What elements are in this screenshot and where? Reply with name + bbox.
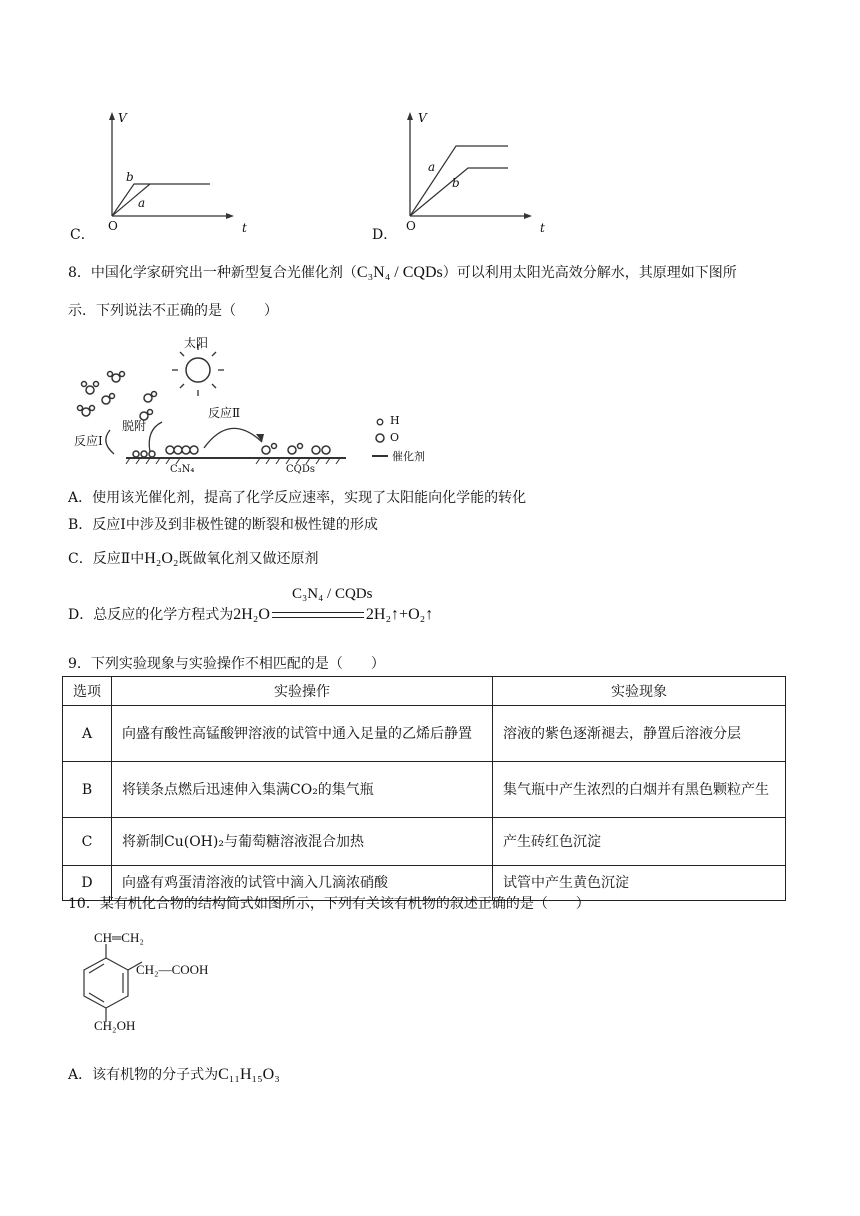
figure-legend-o: O	[390, 431, 400, 444]
organic-structure-figure	[76, 926, 246, 1066]
equation-right: 2H₂↑+O₂↑	[365, 606, 434, 623]
row-result: 试管中产生黄色沉淀	[493, 866, 786, 901]
equation-condition: C₃N₄ / CQDs	[292, 586, 373, 602]
graph-c-x-label: t	[242, 221, 247, 235]
row-result: 溶液的紫色逐渐褪去，静置后溶液分层	[493, 706, 786, 762]
row-option: C	[63, 818, 112, 866]
graph-d-option: D．	[372, 227, 398, 243]
row-result: 集气瓶中产生浓烈的白烟并有黑色颗粒产生	[493, 762, 786, 818]
table-row	[63, 706, 786, 762]
graph-d-y-label: V	[418, 111, 427, 125]
legend-h-icon	[377, 419, 383, 425]
figure-cqds-label: CQDs	[286, 464, 315, 475]
row-operation: 向盛有酸性高锰酸钾溶液的试管中通入足量的乙烯后静置	[112, 706, 493, 762]
graph-c-y-label: V	[118, 111, 127, 125]
q8-stem-line2: 示．下列说法不正确的是（ ）	[68, 303, 278, 319]
structure-bottom-group: CH₂OH	[94, 1018, 136, 1033]
graph-c-curve-b-label: b	[126, 170, 134, 184]
graph-d-curve-b-label: b	[452, 176, 460, 190]
figure-legend-catalyst: 催化剂	[392, 450, 425, 463]
experiment-table	[62, 676, 786, 901]
row-operation: 将镁条点燃后迅速伸入集满CO₂的集气瓶	[112, 762, 493, 818]
graph-d-curve-a-label: a	[428, 160, 436, 174]
sun-icon	[172, 344, 224, 396]
q8-option-d: D．总反应的化学方程式为2H₂O 2H₂↑+O₂↑	[68, 606, 434, 623]
row-operation: 将新制Cu(OH)₂与葡萄糖溶液混合加热	[112, 818, 493, 866]
graph-c	[100, 108, 240, 236]
structure-top-group: CH═CH₂	[94, 930, 144, 945]
figure-legend-h: H	[390, 414, 400, 427]
row-result: 产生砖红色沉淀	[493, 818, 786, 866]
table-row	[63, 762, 786, 818]
col-result-header: 实验现象	[493, 677, 786, 706]
row-option: B	[63, 762, 112, 818]
graph-c-option: C．	[70, 227, 95, 243]
graph-c-curve-a-label: a	[138, 196, 146, 210]
table-row	[63, 818, 786, 866]
col-option-header: 选项	[63, 677, 112, 706]
row-option: A	[63, 706, 112, 762]
figure-reaction2-label: 反应Ⅱ	[208, 406, 241, 420]
col-operation-header: 实验操作	[112, 677, 493, 706]
graph-d-origin: O	[406, 219, 416, 233]
q8-stem-line1: 8．中国化学家研究出一种新型复合光催化剂（C₃N₄ / CQDs）可以利用太阳光高效分解水，其原理如下图所	[68, 264, 737, 281]
equation-left: 2H₂O	[233, 606, 270, 623]
h2o2-formula: H₂O₂	[144, 550, 179, 567]
row-option: D	[63, 866, 112, 901]
figure-c3n4-label: C₃N₄	[170, 464, 195, 475]
q8-option-b: B．反应Ⅰ中涉及到非极性键的断裂和极性键的形成	[68, 517, 378, 533]
figure-sun-label: 太阳	[184, 336, 209, 350]
q8-option-c: C．反应Ⅱ中H₂O₂既做氧化剂又做还原剂	[68, 550, 319, 567]
q8-catalyst-formula: C₃N₄ / CQDs	[356, 264, 443, 281]
q10-stem: 10．某有机化合物的结构简式如图所示，下列有关该有机物的叙述正确的是（ ）	[68, 896, 590, 912]
row-operation: 向盛有鸡蛋清溶液的试管中滴入几滴浓硝酸	[112, 866, 493, 901]
graph-c-origin: O	[108, 219, 118, 233]
molecular-formula: C₁₁H₁₅O₃	[218, 1066, 280, 1083]
table-header-row	[63, 677, 786, 706]
structure-side-group: CH₂—COOH	[136, 962, 209, 977]
figure-desorption-label: 脱附	[122, 419, 147, 433]
q10-option-a: A．该有机物的分子式为C₁₁H₁₅O₃	[68, 1066, 280, 1083]
graph-d	[398, 108, 538, 236]
figure-reaction1-label: 反应Ⅰ	[74, 434, 103, 448]
q9-stem: 9．下列实验现象与实验操作不相匹配的是（ ）	[68, 656, 385, 672]
q8-option-a: A．使用该光催化剂，提高了化学反应速率，实现了太阳能向化学能的转化	[68, 490, 527, 506]
legend-o-icon	[376, 434, 384, 442]
graph-d-x-label: t	[540, 221, 545, 235]
